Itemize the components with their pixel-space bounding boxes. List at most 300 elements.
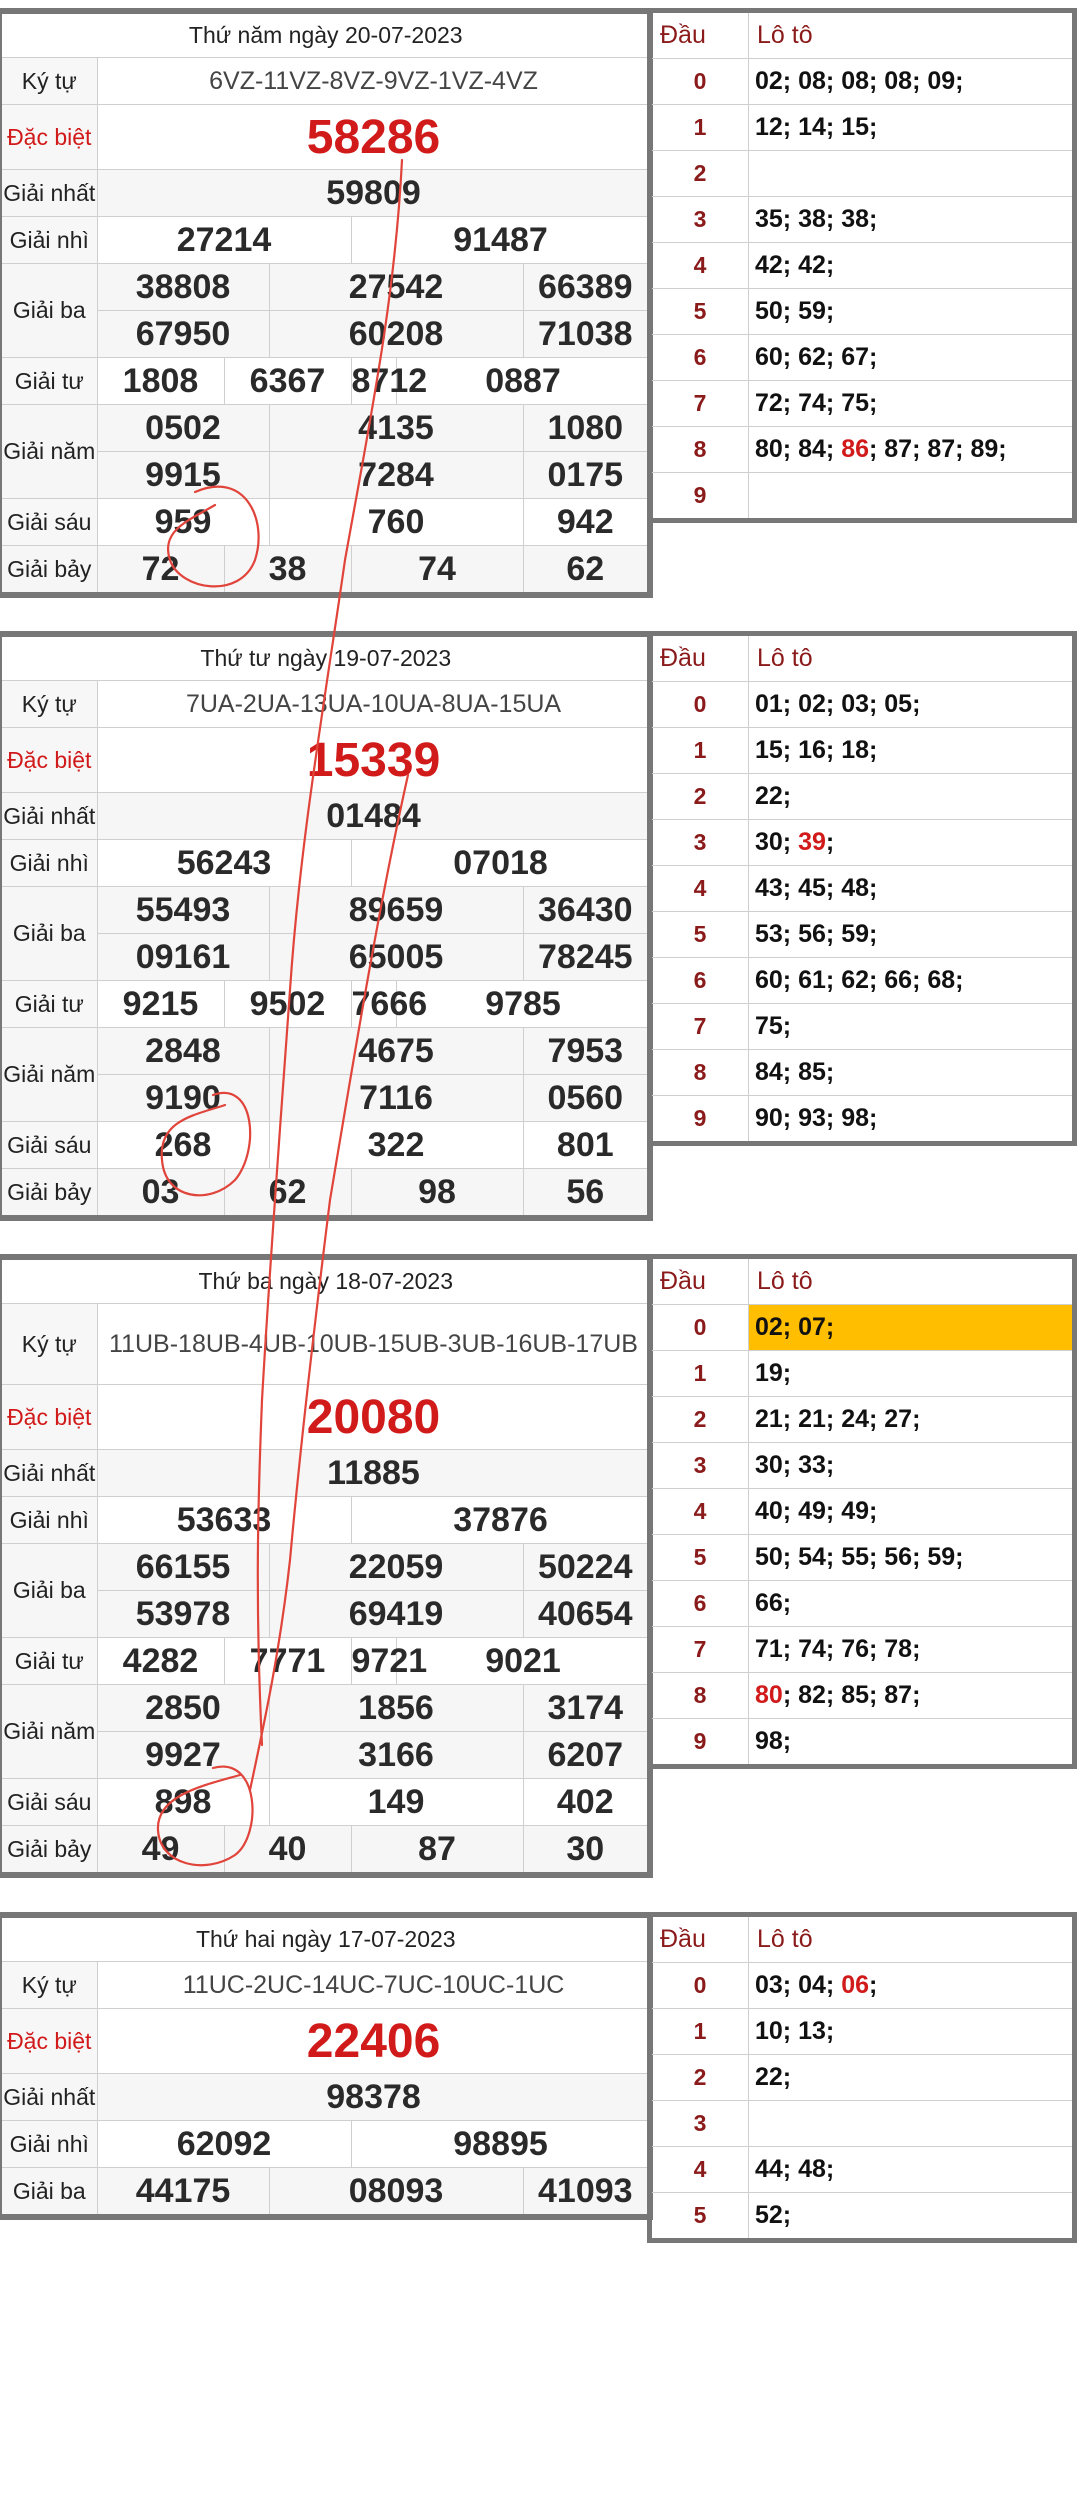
loto-row (650, 1096, 1075, 1144)
loto-number: 18; (841, 736, 878, 764)
label-ky-tu: Ký tự (0, 681, 97, 728)
fourth-prize-number: 4282 (97, 1638, 224, 1685)
label-ky-tu: Ký tự (0, 1304, 97, 1385)
loto-number: 21; (798, 1405, 835, 1433)
fifth-prize-number: 9190 (97, 1075, 269, 1122)
seventh-prize-number: 40 (224, 1826, 351, 1876)
loto-row (650, 1050, 1075, 1096)
loto-number: 74; (798, 1635, 835, 1663)
loto-head-digit: 3 (650, 820, 749, 866)
label-giai-ba: Giải ba (0, 887, 97, 981)
loto-number: 50; (755, 1543, 792, 1571)
loto-head-digit: 6 (650, 335, 749, 381)
loto-numbers (749, 682, 1075, 728)
loto-number: 78; (884, 1635, 921, 1663)
date-title: Thứ ba ngày 18-07-2023 (0, 1257, 650, 1304)
loto-number: 13; (798, 2017, 835, 2045)
loto-number: 52; (755, 2201, 792, 2229)
fifth-prize-number: 6207 (523, 1732, 650, 1779)
loto-number: 75; (755, 1012, 792, 1040)
label-giai-tu: Giải tư (0, 1638, 97, 1685)
fifth-prize-number: 4135 (269, 405, 523, 452)
loto-head-digit: 0 (650, 59, 749, 105)
loto-number: 56; (798, 920, 835, 948)
loto-number: 22; (755, 782, 792, 810)
loto-number: 19; (755, 1359, 792, 1387)
seventh-prize-number: 49 (97, 1826, 224, 1876)
loto-numbers (749, 2055, 1075, 2101)
label-giai-ba: Giải ba (0, 2168, 97, 2218)
loto-head-digit: 9 (650, 1096, 749, 1144)
loto-numbers (749, 335, 1075, 381)
seventh-prize-number: 98 (351, 1169, 523, 1219)
loto-row (650, 1535, 1075, 1581)
loto-row (650, 335, 1075, 381)
ticket-code: 11UC-2UC-14UC-7UC-10UC-1UC (97, 1962, 650, 2009)
loto-number: 75; (841, 389, 878, 417)
loto-number: 66; (755, 1589, 792, 1617)
loto-number: 35; (755, 205, 792, 233)
loto-number: 86 (841, 435, 869, 463)
loto-number: ; (825, 828, 835, 856)
loto-head-digit: 1 (650, 105, 749, 151)
loto-row (650, 728, 1075, 774)
loto-row (650, 1397, 1075, 1443)
loto-numbers (749, 1443, 1075, 1489)
loto-number: 56; (884, 1543, 921, 1571)
loto-numbers (749, 1673, 1075, 1719)
fifth-prize-number: 0502 (97, 405, 269, 452)
first-prize: 98378 (97, 2074, 650, 2121)
label-giai-nhat: Giải nhất (0, 1450, 97, 1497)
loto-number: 90; (755, 1104, 792, 1132)
loto-head-digit: 9 (650, 1719, 749, 1767)
seventh-prize-number: 56 (523, 1169, 650, 1219)
loto-number: 38; (841, 205, 878, 233)
third-prize-number: 65005 (269, 934, 523, 981)
loto-row (650, 59, 1075, 105)
loto-number: 10; (755, 2017, 792, 2045)
fifth-prize-number: 3174 (523, 1685, 650, 1732)
loto-numbers (749, 1489, 1075, 1535)
loto-head-digit: 7 (650, 381, 749, 427)
loto-head-digit: 0 (650, 1963, 749, 2009)
loto-head-digit: 8 (650, 427, 749, 473)
loto-numbers (749, 1305, 1075, 1351)
label-giai-nhat: Giải nhất (0, 2074, 97, 2121)
loto-number: 03; (841, 690, 878, 718)
second-prize-number: 91487 (351, 217, 650, 264)
third-prize-number: 53978 (97, 1591, 269, 1638)
loto-row (650, 289, 1075, 335)
label-giai-nhi: Giải nhì (0, 2121, 97, 2168)
loto-number: 05; (884, 690, 921, 718)
loto-number: 50; (755, 297, 792, 325)
loto-row (650, 1673, 1075, 1719)
loto-table (647, 631, 1077, 1146)
results-table (0, 631, 653, 1221)
special-prize: 58286 (97, 105, 650, 170)
loto-row (650, 820, 1075, 866)
loto-numbers (749, 912, 1075, 958)
fourth-prize-number: 0887 (396, 358, 650, 405)
loto-number: 22; (755, 2063, 792, 2091)
loto-row (650, 151, 1075, 197)
loto-row (650, 1489, 1075, 1535)
fifth-prize-number: 1080 (523, 405, 650, 452)
ticket-code: 7UA-2UA-13UA-10UA-8UA-15UA (97, 681, 650, 728)
loto-numbers (749, 1963, 1075, 2009)
loto-number: 02; (755, 1313, 792, 1341)
loto-number: 30; (755, 1451, 792, 1479)
third-prize-number: 50224 (523, 1544, 650, 1591)
fourth-prize-number: 6367 (224, 358, 351, 405)
loto-number: 59; (927, 1543, 964, 1571)
loto-head-digit: 2 (650, 1397, 749, 1443)
third-prize-number: 40654 (523, 1591, 650, 1638)
label-giai-nam: Giải năm (0, 1685, 97, 1779)
loto-row (650, 2193, 1075, 2241)
loto-number: 14; (798, 113, 835, 141)
loto-number: 59; (841, 920, 878, 948)
loto-number: 21; (755, 1405, 792, 1433)
header-dau: Đầu (650, 1257, 749, 1305)
label-ky-tu: Ký tự (0, 1962, 97, 2009)
header-loto: Lô tô (749, 1257, 1075, 1305)
loto-head-digit: 5 (650, 2193, 749, 2241)
loto-numbers (749, 289, 1075, 335)
loto-row (650, 2055, 1075, 2101)
third-prize-number: 71038 (523, 311, 650, 358)
loto-numbers (749, 2101, 1075, 2147)
third-prize-number: 89659 (269, 887, 523, 934)
loto-head-digit: 9 (650, 473, 749, 521)
loto-head-digit: 3 (650, 2101, 749, 2147)
loto-row (650, 912, 1075, 958)
loto-row (650, 473, 1075, 521)
loto-number: 80 (755, 1681, 783, 1709)
label-giai-bay: Giải bảy (0, 1826, 97, 1876)
loto-row (650, 243, 1075, 289)
loto-numbers (749, 59, 1075, 105)
loto-numbers (749, 1397, 1075, 1443)
loto-numbers (749, 1096, 1075, 1144)
loto-numbers (749, 1719, 1075, 1767)
loto-number: 24; (841, 1405, 878, 1433)
loto-number: 84; (755, 1058, 792, 1086)
loto-head-digit: 4 (650, 243, 749, 289)
header-dau: Đầu (650, 1915, 749, 1963)
loto-numbers (749, 1535, 1075, 1581)
loto-number: 06 (841, 1971, 869, 1999)
loto-numbers (749, 2147, 1075, 2193)
second-prize-number: 27214 (97, 217, 351, 264)
header-loto: Lô tô (749, 1915, 1075, 1963)
loto-head-digit: 1 (650, 1351, 749, 1397)
day-block (0, 1254, 1080, 1868)
loto-number: 85; (798, 1058, 835, 1086)
loto-number: 60; (755, 343, 792, 371)
fourth-prize-number: 1808 (97, 358, 224, 405)
loto-table (647, 1912, 1077, 2243)
sixth-prize-number: 268 (97, 1122, 269, 1169)
loto-number: ; (869, 435, 878, 463)
label-dac-biet: Đặc biệt (0, 105, 97, 170)
third-prize-number: 69419 (269, 1591, 523, 1638)
loto-numbers (749, 820, 1075, 866)
loto-row (650, 2009, 1075, 2055)
loto-number: 30; (755, 828, 792, 856)
loto-numbers (749, 243, 1075, 289)
loto-numbers (749, 473, 1075, 521)
sixth-prize-number: 942 (523, 499, 650, 546)
loto-head-digit: 1 (650, 728, 749, 774)
loto-number: 38; (798, 205, 835, 233)
loto-number: 98; (755, 1727, 792, 1755)
date-title: Thứ hai ngày 17-07-2023 (0, 1915, 650, 1962)
label-giai-bay: Giải bảy (0, 546, 97, 596)
loto-number: 12; (755, 113, 792, 141)
results-table (0, 1912, 653, 2220)
loto-row (650, 1963, 1075, 2009)
loto-number: 49; (841, 1497, 878, 1525)
second-prize-number: 62092 (97, 2121, 351, 2168)
loto-number: 98; (841, 1104, 878, 1132)
label-giai-tu: Giải tư (0, 981, 97, 1028)
seventh-prize-number: 62 (523, 546, 650, 596)
third-prize-number: 41093 (523, 2168, 650, 2218)
third-prize-number: 36430 (523, 887, 650, 934)
loto-numbers (749, 1627, 1075, 1673)
ticket-code: 6VZ-11VZ-8VZ-9VZ-1VZ-4VZ (97, 58, 650, 105)
loto-numbers (749, 1004, 1075, 1050)
fifth-prize-number: 0175 (523, 452, 650, 499)
fourth-prize-number: 9021 (396, 1638, 650, 1685)
date-title: Thứ tư ngày 19-07-2023 (0, 634, 650, 681)
loto-numbers (749, 774, 1075, 820)
loto-number: 67; (841, 343, 878, 371)
loto-numbers (749, 728, 1075, 774)
loto-head-digit: 5 (650, 912, 749, 958)
loto-numbers (749, 2009, 1075, 2055)
loto-number: 39 (798, 828, 826, 856)
loto-number: 42; (798, 251, 835, 279)
label-giai-nhat: Giải nhất (0, 170, 97, 217)
label-giai-sau: Giải sáu (0, 499, 97, 546)
loto-number: 45; (798, 874, 835, 902)
third-prize-number: 44175 (97, 2168, 269, 2218)
loto-head-digit: 4 (650, 866, 749, 912)
third-prize-number: 09161 (97, 934, 269, 981)
loto-number: 08; (884, 67, 921, 95)
loto-numbers (749, 197, 1075, 243)
loto-number: 71; (755, 1635, 792, 1663)
loto-row (650, 958, 1075, 1004)
loto-row (650, 1443, 1075, 1489)
loto-numbers (749, 105, 1075, 151)
loto-number: 85; (841, 1681, 878, 1709)
loto-number: 54; (798, 1543, 835, 1571)
fourth-prize-number: 9721 (351, 1638, 396, 1685)
loto-number: 27; (884, 1405, 921, 1433)
loto-number: 53; (755, 920, 792, 948)
loto-number: 43; (755, 874, 792, 902)
loto-row (650, 1305, 1075, 1351)
seventh-prize-number: 38 (224, 546, 351, 596)
fourth-prize-number: 7666 (351, 981, 396, 1028)
results-table (0, 8, 653, 598)
label-dac-biet: Đặc biệt (0, 1385, 97, 1450)
fourth-prize-number: 7771 (224, 1638, 351, 1685)
label-giai-bay: Giải bảy (0, 1169, 97, 1219)
loto-number: 72; (755, 389, 792, 417)
loto-head-digit: 3 (650, 1443, 749, 1489)
fifth-prize-number: 1856 (269, 1685, 523, 1732)
loto-head-digit: 1 (650, 2009, 749, 2055)
loto-numbers (749, 866, 1075, 912)
header-dau: Đầu (650, 634, 749, 682)
loto-head-digit: 0 (650, 682, 749, 728)
label-dac-biet: Đặc biệt (0, 728, 97, 793)
loto-row (650, 2101, 1075, 2147)
loto-row (650, 427, 1075, 473)
loto-number: 84; (798, 435, 835, 463)
loto-numbers (749, 381, 1075, 427)
first-prize: 01484 (97, 793, 650, 840)
sixth-prize-number: 322 (269, 1122, 523, 1169)
header-dau: Đầu (650, 11, 749, 59)
fifth-prize-number: 3166 (269, 1732, 523, 1779)
first-prize: 59809 (97, 170, 650, 217)
loto-number: 15; (755, 736, 792, 764)
loto-row (650, 1581, 1075, 1627)
label-giai-sau: Giải sáu (0, 1779, 97, 1826)
results-table (0, 1254, 653, 1878)
fifth-prize-number: 9927 (97, 1732, 269, 1779)
loto-number: 01; (755, 690, 792, 718)
sixth-prize-number: 402 (523, 1779, 650, 1826)
loto-head-digit: 7 (650, 1004, 749, 1050)
label-ky-tu: Ký tự (0, 58, 97, 105)
loto-numbers (749, 1581, 1075, 1627)
seventh-prize-number: 74 (351, 546, 523, 596)
loto-row (650, 105, 1075, 151)
fourth-prize-number: 9215 (97, 981, 224, 1028)
second-prize-number: 56243 (97, 840, 351, 887)
special-prize: 15339 (97, 728, 650, 793)
first-prize: 11885 (97, 1450, 650, 1497)
sixth-prize-number: 801 (523, 1122, 650, 1169)
third-prize-number: 38808 (97, 264, 269, 311)
loto-row (650, 197, 1075, 243)
loto-number: 40; (755, 1497, 792, 1525)
loto-row (650, 381, 1075, 427)
third-prize-number: 22059 (269, 1544, 523, 1591)
third-prize-number: 27542 (269, 264, 523, 311)
loto-numbers (749, 958, 1075, 1004)
loto-number: 44; (755, 2155, 792, 2183)
seventh-prize-number: 62 (224, 1169, 351, 1219)
label-giai-nhi: Giải nhì (0, 840, 97, 887)
loto-head-digit: 8 (650, 1050, 749, 1096)
fifth-prize-number: 0560 (523, 1075, 650, 1122)
loto-row (650, 1351, 1075, 1397)
label-giai-nhi: Giải nhì (0, 217, 97, 264)
loto-numbers (749, 1351, 1075, 1397)
loto-number: 03; (755, 1971, 792, 1999)
loto-number: 15; (841, 113, 878, 141)
fifth-prize-number: 9915 (97, 452, 269, 499)
label-dac-biet: Đặc biệt (0, 2009, 97, 2074)
ticket-code: 11UB-18UB-4UB-10UB-15UB-3UB-16UB-17UB (97, 1304, 650, 1385)
loto-head-digit: 7 (650, 1627, 749, 1673)
fifth-prize-number: 7284 (269, 452, 523, 499)
label-giai-ba: Giải ba (0, 264, 97, 358)
loto-number: 08; (798, 67, 835, 95)
loto-numbers (749, 2193, 1075, 2241)
label-giai-sau: Giải sáu (0, 1122, 97, 1169)
loto-number: 60; (755, 966, 792, 994)
loto-number: 07; (798, 1313, 835, 1341)
loto-head-digit: 4 (650, 1489, 749, 1535)
loto-numbers (749, 427, 1075, 473)
loto-head-digit: 8 (650, 1673, 749, 1719)
loto-row (650, 1719, 1075, 1767)
loto-number: 48; (841, 874, 878, 902)
loto-row (650, 774, 1075, 820)
loto-head-digit: 3 (650, 197, 749, 243)
fourth-prize-number: 9502 (224, 981, 351, 1028)
loto-table (647, 8, 1077, 523)
loto-number: 76; (841, 1635, 878, 1663)
day-block (0, 631, 1080, 1231)
label-giai-nhat: Giải nhất (0, 793, 97, 840)
second-prize-number: 98895 (351, 2121, 650, 2168)
loto-head-digit: 2 (650, 2055, 749, 2101)
loto-row (650, 1004, 1075, 1050)
loto-number: 87; (927, 435, 964, 463)
sixth-prize-number: 898 (97, 1779, 269, 1826)
loto-number: 49; (798, 1497, 835, 1525)
loto-head-digit: 6 (650, 1581, 749, 1627)
loto-row (650, 2147, 1075, 2193)
special-prize: 20080 (97, 1385, 650, 1450)
date-title: Thứ năm ngày 20-07-2023 (0, 11, 650, 58)
header-loto: Lô tô (749, 11, 1075, 59)
loto-number: 82; (798, 1681, 835, 1709)
loto-number: 93; (798, 1104, 835, 1132)
label-giai-ba: Giải ba (0, 1544, 97, 1638)
loto-row (650, 866, 1075, 912)
loto-number: ; (782, 1681, 792, 1709)
header-loto: Lô tô (749, 634, 1075, 682)
fifth-prize-number: 4675 (269, 1028, 523, 1075)
loto-number: 87; (884, 435, 921, 463)
third-prize-number: 60208 (269, 311, 523, 358)
third-prize-number: 78245 (523, 934, 650, 981)
loto-head-digit: 0 (650, 1305, 749, 1351)
third-prize-number: 66389 (523, 264, 650, 311)
day-block (0, 8, 1080, 608)
second-prize-number: 37876 (351, 1497, 650, 1544)
fourth-prize-number: 8712 (351, 358, 396, 405)
sixth-prize-number: 760 (269, 499, 523, 546)
loto-number: 08; (841, 67, 878, 95)
third-prize-number: 66155 (97, 1544, 269, 1591)
loto-number: 55; (841, 1543, 878, 1571)
loto-numbers (749, 151, 1075, 197)
loto-number: 87; (884, 1681, 921, 1709)
